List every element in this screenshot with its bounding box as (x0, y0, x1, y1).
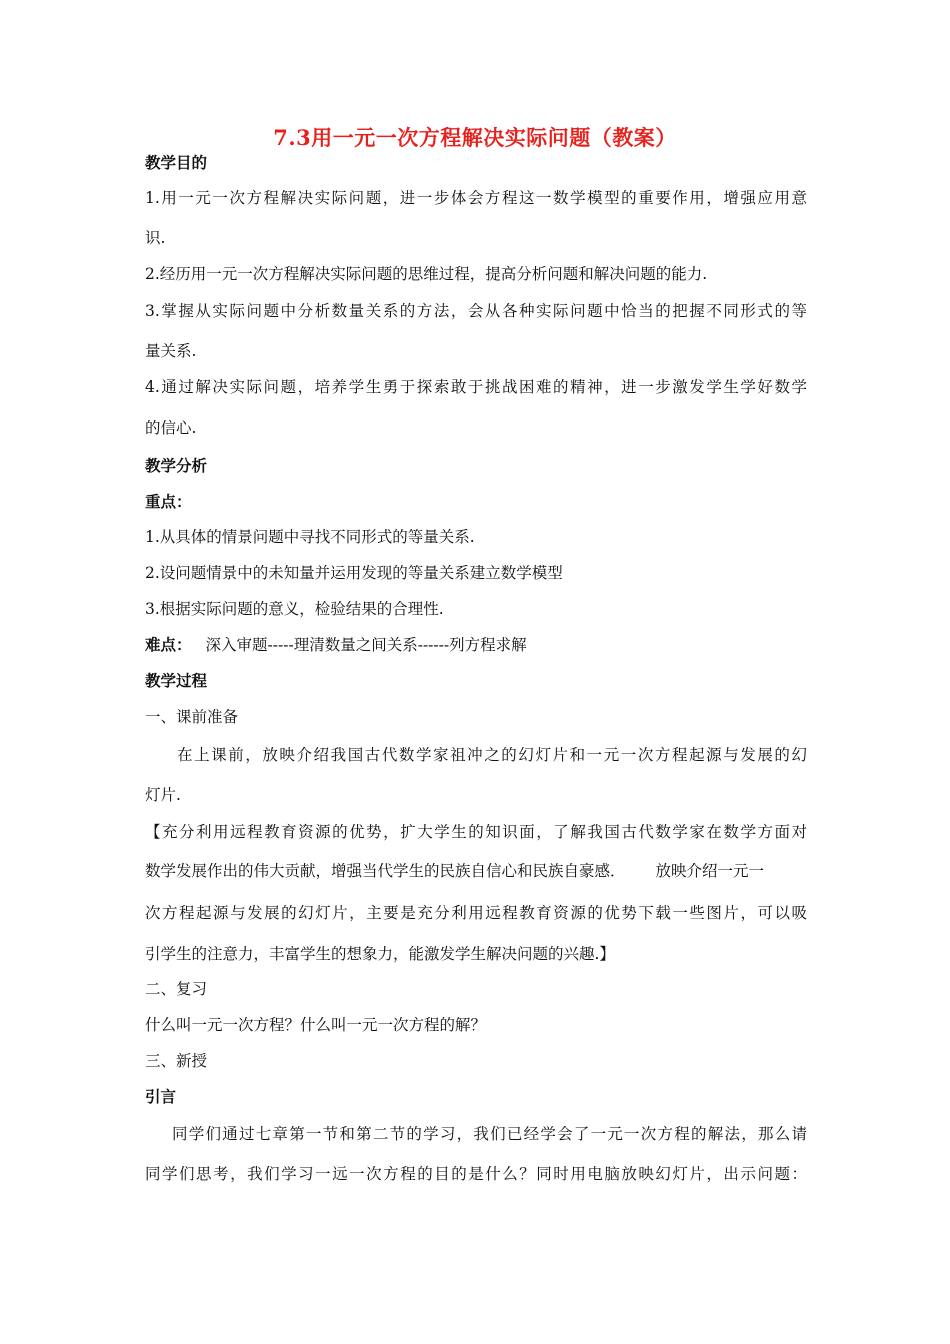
document-title: 7.3用一元一次方程解决实际问题（教案） (273, 125, 677, 150)
note-line-3: 次方程起源与发展的幻灯片，主要是充分利用远程教育资源的优势下载一些图片，可以吸 (145, 904, 807, 922)
note-line-2b: 放映介绍一元一 (655, 862, 765, 880)
heading-teaching-purpose: 教学目的 (145, 153, 208, 172)
part1-text-1: 在上课前，放映介绍我国古代数学家祖冲之的幻灯片和一元一次方程起源与发展的幻 (177, 746, 807, 764)
note-line-4: 引学生的注意力，丰富学生的想象力，能激发学生解决问题的兴趣.】 (145, 945, 615, 963)
purpose-item-2: 2.经历用一元一次方程解决实际问题的思维过程，提高分析问题和解决问题的能力. (145, 265, 708, 283)
heading-teaching-analysis: 教学分析 (145, 456, 208, 475)
key-point-1: 1.从具体的情景问题中寻找不同形式的等量关系. (145, 528, 475, 546)
note-line-2a: 数学发展作出的伟大贡献，增强当代学生的民族自信心和民族自豪感． (145, 862, 626, 880)
difficulty-text: 深入审题-----理清数量之间关系------列方程求解 (205, 636, 527, 654)
key-point-2: 2.设问题情景中的未知量并运用发现的等量关系建立数学模型 (145, 564, 563, 582)
purpose-item-1-cont: 识. (145, 229, 166, 247)
note-line-2 (145, 861, 807, 881)
part2-title: 二、复习 (145, 980, 208, 998)
purpose-item-4-cont: 的信心. (145, 419, 197, 437)
heading-teaching-process: 教学过程 (145, 671, 208, 690)
note-line-1: 【充分利用远程教育资源的优势，扩大学生的知识面，了解我国古代数学家在数学方面对 (145, 823, 807, 841)
purpose-item-1: 1.用一元一次方程解决实际问题，进一步体会方程这一数学模型的重要作用，增强应用意 (145, 189, 807, 207)
difficulty-label: 难点： (145, 635, 192, 654)
part3-title: 三、新授 (145, 1052, 208, 1070)
part1-text-2: 灯片. (145, 786, 181, 804)
difficulty-line (145, 635, 527, 655)
intro-text-1: 同学们通过七章第一节和第二节的学习，我们已经学会了一元一次方程的解法，那么请 (172, 1125, 807, 1143)
key-points-label: 重点： (145, 492, 192, 511)
part1-title: 一、课前准备 (145, 708, 239, 726)
purpose-item-4: 4.通过解决实际问题，培养学生勇于探索敢于挑战困难的精神，进一步激发学生学好数学 (145, 378, 807, 396)
intro-text-2: 同学们思考，我们学习一远一次方程的目的是什么？同时用电脑放映幻灯片，出示问题： (145, 1165, 807, 1183)
key-point-3: 3.根据实际问题的意义，检验结果的合理性. (145, 600, 444, 618)
part2-text: 什么叫一元一次方程？什么叫一元一次方程的解？ (145, 1016, 487, 1034)
purpose-item-3: 3.掌握从实际问题中分析数量关系的方法，会从各种实际问题中恰当的把握不同形式的等 (145, 302, 807, 320)
purpose-item-3-cont: 量关系. (145, 342, 197, 360)
intro-heading: 引言 (145, 1087, 177, 1106)
